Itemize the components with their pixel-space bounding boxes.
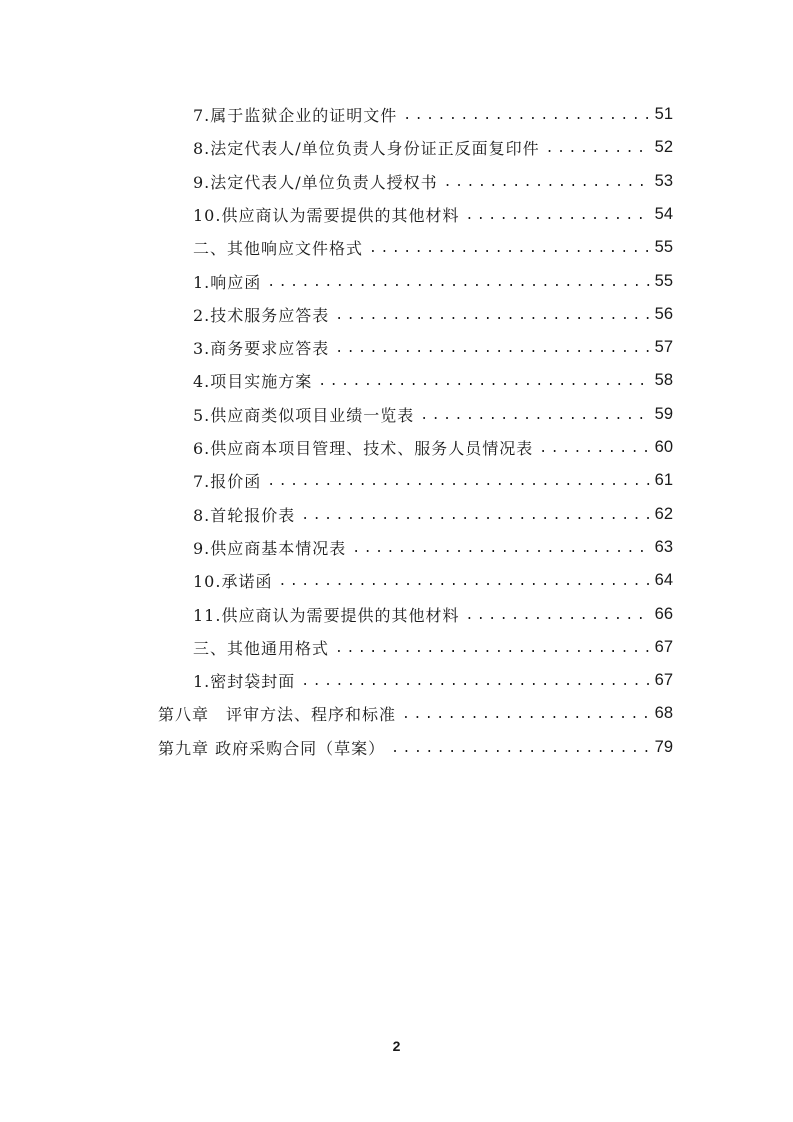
toc-entry-page: 59: [654, 404, 673, 423]
toc-entry-title: 9.法定代表人/单位负责人授权书: [193, 172, 438, 192]
toc-entry-title: 6.供应商本项目管理、技术、服务人员情况表: [193, 439, 534, 458]
toc-entry-page: 55: [654, 271, 673, 290]
toc-entry-page: 67: [654, 671, 673, 690]
toc-entry-title: 3.商务要求应答表: [193, 339, 330, 359]
toc-entry-title: 第八章 评审方法、程序和标准: [158, 705, 397, 725]
toc-entry-page: 62: [654, 504, 673, 523]
toc-entry-title: 8.法定代表人/单位负责人身份证正反面复印件: [193, 139, 540, 159]
toc-chapter-entry[interactable]: [158, 731, 673, 764]
toc-entry[interactable]: [193, 364, 673, 397]
toc-entry-page: 60: [654, 438, 673, 456]
toc-entry[interactable]: [193, 198, 673, 231]
toc-entry-title: 10.供应商认为需要提供的其他材料: [193, 205, 460, 225]
dot-leader: [267, 465, 650, 497]
toc-entry[interactable]: [193, 631, 673, 664]
toc-entry-page: 55: [654, 238, 673, 257]
page-number: 2: [392, 1038, 401, 1054]
dot-leader: [444, 166, 651, 198]
dot-leader: [546, 132, 651, 164]
toc-entry-title: 9.供应商基本情况表: [193, 538, 347, 558]
toc-entry-title: 2.技术服务应答表: [193, 305, 330, 325]
dot-leader: [335, 299, 650, 331]
toc-entry-page: 51: [654, 105, 673, 123]
dot-leader: [301, 665, 650, 697]
toc-entry[interactable]: [193, 165, 673, 198]
dot-leader: [465, 199, 650, 231]
toc-entry[interactable]: [193, 464, 673, 497]
toc-entry-title: 第九章 政府采购合同（草案）: [158, 738, 386, 758]
dot-leader: [465, 599, 650, 631]
toc-entry-title: 5.供应商类似项目业绩一览表: [193, 405, 415, 425]
toc-entry[interactable]: [193, 498, 673, 531]
toc-entry[interactable]: [193, 231, 673, 264]
dot-leader: [391, 732, 651, 764]
toc-entry[interactable]: [193, 431, 673, 464]
toc-entry-page: 52: [654, 138, 673, 157]
toc-entry-title: 1.响应函: [193, 272, 262, 292]
toc-entry-title: 三、其他通用格式: [193, 638, 330, 658]
toc-entry[interactable]: [193, 265, 673, 298]
toc-entry[interactable]: [193, 98, 673, 131]
toc-entry-title: 7.报价函: [193, 472, 262, 492]
toc-entry-title: 4.项目实施方案: [193, 372, 313, 392]
toc-entry[interactable]: [193, 131, 673, 164]
toc-entry-title: 1.密封袋封面: [193, 672, 296, 692]
toc-entry-page: 79: [654, 737, 673, 756]
dot-leader: [301, 499, 650, 531]
toc-entry-page: 64: [654, 571, 673, 590]
toc-entry-page: 56: [654, 304, 673, 323]
toc-entry[interactable]: [193, 398, 673, 431]
toc-entry-page: 53: [654, 171, 673, 190]
toc-entry-page: 68: [654, 704, 673, 723]
toc-entry-page: 57: [654, 338, 673, 357]
toc-entry-page: 66: [654, 604, 673, 623]
toc-entry-page: 63: [654, 537, 673, 556]
toc-entry[interactable]: [193, 298, 673, 331]
toc-entry-page: 58: [654, 371, 673, 390]
toc-entry-title: 8.首轮报价表: [193, 505, 296, 525]
toc-entry-page: 61: [654, 471, 673, 490]
toc-entry[interactable]: [193, 664, 673, 697]
dot-leader: [403, 99, 650, 131]
dot-leader: [335, 332, 650, 364]
toc-entry-title: 11.供应商认为需要提供的其他材料: [193, 605, 460, 625]
toc-entry-page: 67: [654, 637, 673, 656]
toc-entry[interactable]: [193, 598, 673, 631]
toc-entry[interactable]: [193, 331, 673, 364]
toc-chapter-entry[interactable]: [158, 697, 673, 730]
dot-leader: [352, 532, 650, 564]
dot-leader: [278, 565, 650, 597]
dot-leader: [539, 432, 650, 464]
toc-entry-title: 二、其他响应文件格式: [193, 239, 364, 259]
toc-entry-title: 10.承诺函: [193, 572, 273, 592]
dot-leader: [369, 232, 651, 264]
dot-leader: [335, 632, 651, 664]
toc-entry-page: 54: [654, 204, 673, 223]
toc-entry[interactable]: [193, 531, 673, 564]
dot-leader: [402, 698, 651, 730]
dot-leader: [420, 399, 650, 431]
toc-entry[interactable]: [193, 564, 673, 597]
dot-leader: [318, 365, 650, 397]
dot-leader: [267, 266, 650, 298]
toc-entry-title: 7.属于监狱企业的证明文件: [193, 106, 398, 125]
